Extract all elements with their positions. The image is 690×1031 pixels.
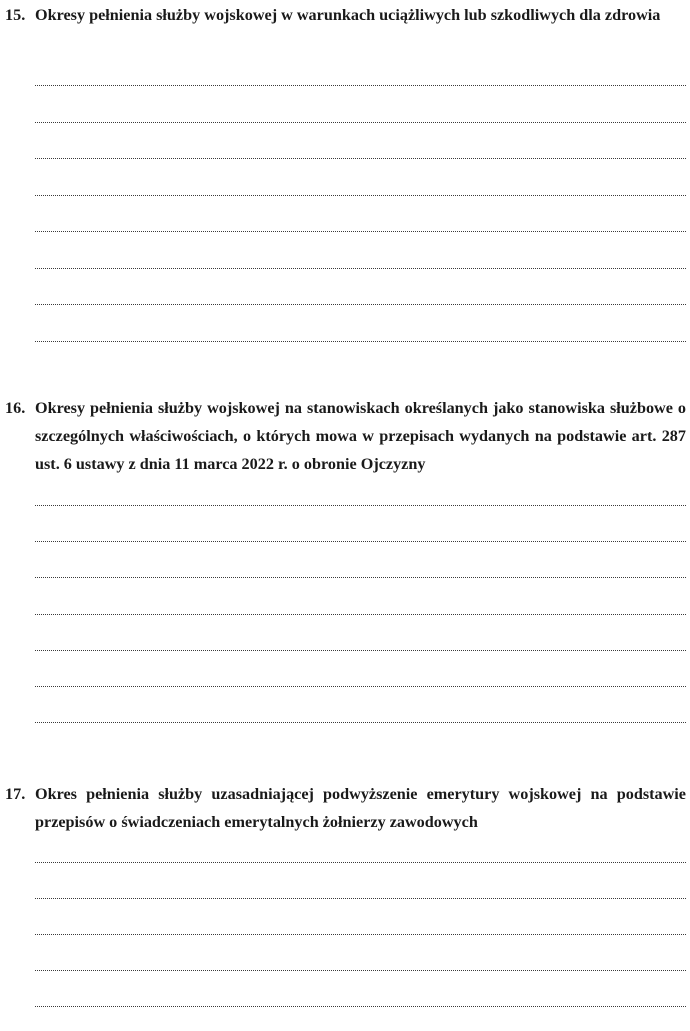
section-number: 15. (5, 6, 26, 24)
section-17 (0, 780, 690, 836)
answer-line[interactable] (35, 158, 686, 159)
answer-line[interactable] (35, 505, 686, 506)
answer-line[interactable] (35, 341, 686, 342)
answer-line[interactable] (35, 541, 686, 542)
section-15 (0, 1, 690, 29)
answer-line[interactable] (35, 85, 686, 86)
section-number: 17. (5, 785, 26, 803)
section-title: Okres pełnienia służby uzasadniającej podwyższenie emerytury wojskowej na podstawie przepisów o świadczeniach emerytalnych żołnierzy zawodowych (35, 785, 686, 831)
answer-line[interactable] (35, 686, 686, 687)
section-number: 16. (5, 399, 26, 417)
answer-line[interactable] (35, 722, 686, 723)
section-16-heading (0, 394, 690, 478)
answer-line[interactable] (35, 614, 686, 615)
section-title: Okresy pełnienia służby wojskowej w warunkach uciążliwych lub szkodliwych dla zdrowia (35, 6, 661, 24)
answer-line[interactable] (35, 577, 686, 578)
answer-line[interactable] (35, 970, 686, 971)
answer-line[interactable] (35, 1006, 686, 1007)
answer-line[interactable] (35, 195, 686, 196)
answer-line[interactable] (35, 304, 686, 305)
section-15-heading (0, 1, 690, 29)
answer-line[interactable] (35, 862, 686, 863)
answer-line[interactable] (35, 231, 686, 232)
answer-line[interactable] (35, 650, 686, 651)
section-16 (0, 394, 690, 478)
section-title: Okresy pełnienia służby wojskowej na stanowiskach określanych jako stanowiska służbowe o szczególnych właściwościach, o których mowa w przepisach wydanych na podstawie art. 287 ust. 6 ustawy z dnia 11 marca 2022 r. o obronie Ojczyzny (35, 399, 686, 473)
answer-line[interactable] (35, 898, 686, 899)
section-17-heading (0, 780, 690, 836)
answer-line[interactable] (35, 934, 686, 935)
answer-line[interactable] (35, 268, 686, 269)
answer-line[interactable] (35, 122, 686, 123)
